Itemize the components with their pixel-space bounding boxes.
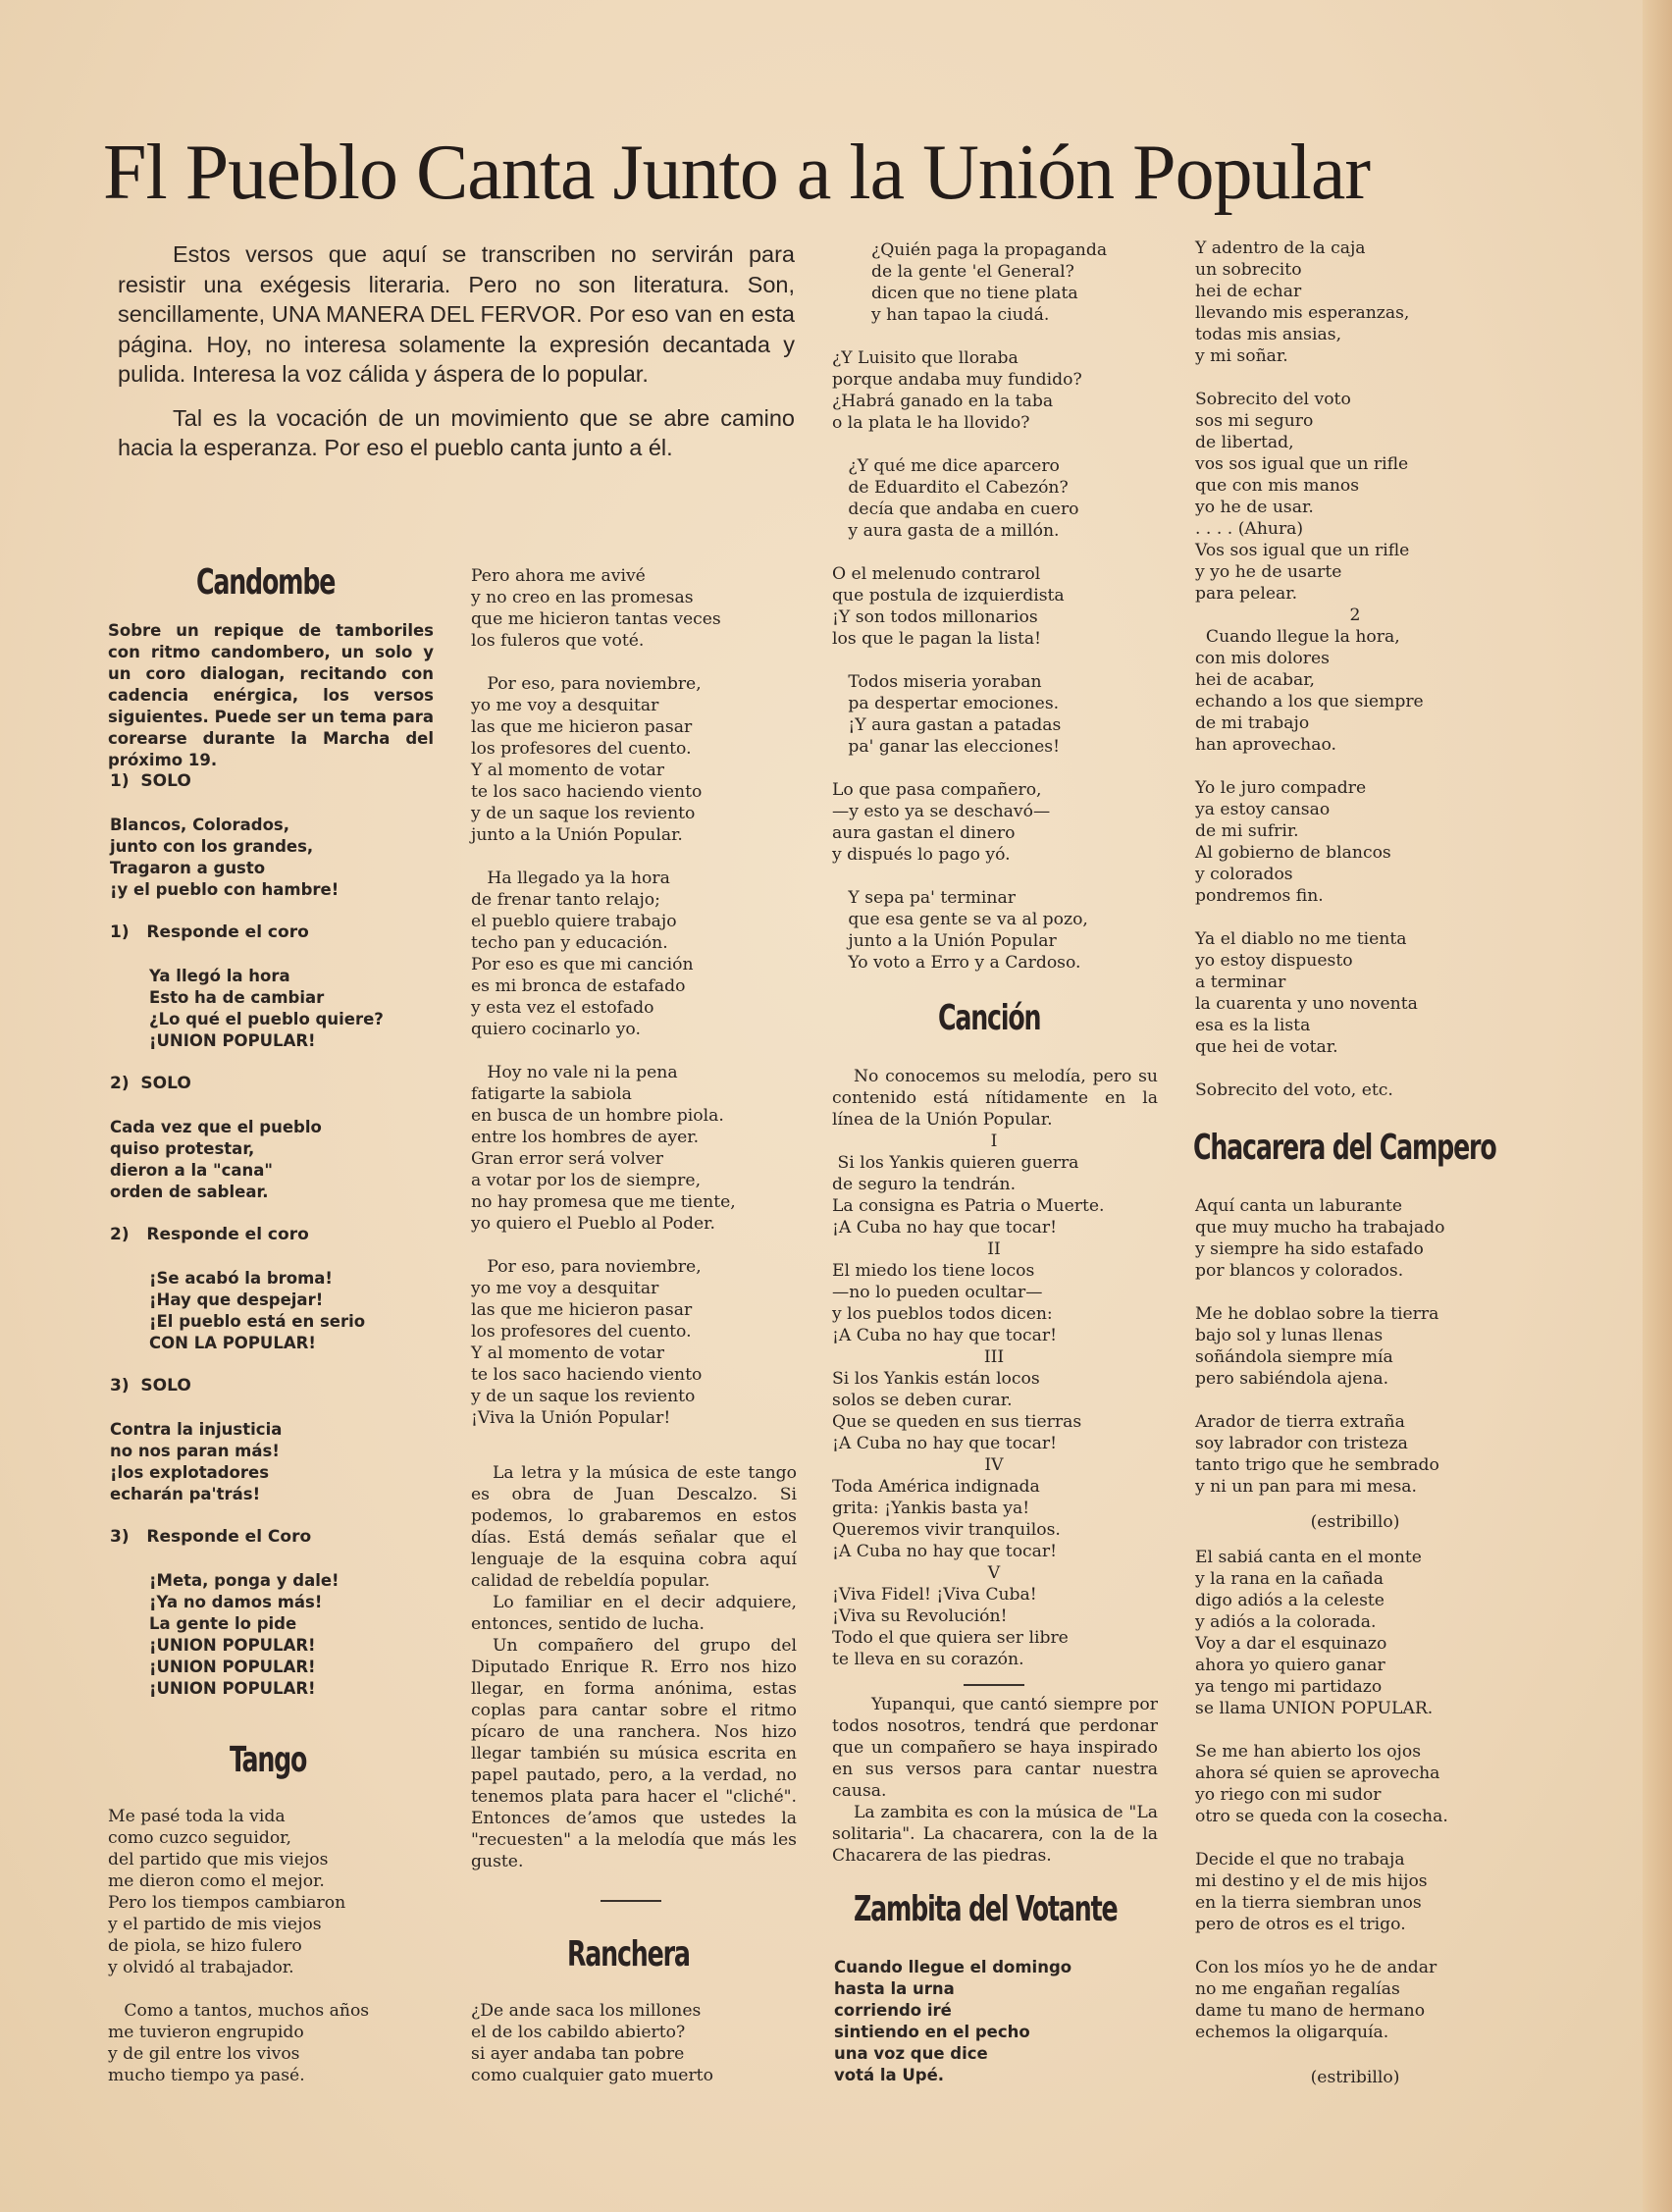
ranchera-verse-8: Y sepa pa' terminar que esa gente se va al pozo, junto a la Unión Popular Yo voto a Erro y a Cardoso. [848, 888, 1088, 973]
tango-note-2: Lo familiar en el decir adquiere, entonces, sentido de lucha. [471, 1593, 797, 1634]
chacarera-verse-1: Aquí canta un laburante que muy mucho ha trabajado y siempre ha sido estafado por blancos y colorados. [1195, 1196, 1445, 1281]
intro-paragraph-2: Tal es la vocación de un movimiento que se abre camino hacia la esperanza. Por eso el pueblo canta junto a él. [118, 404, 795, 460]
ranchera-verse-7: Lo que pasa compañero, —y esto ya se deschavó— aura gastan el dinero y dispués lo pago yó. [832, 780, 1051, 865]
tango-verse-7: Por eso, para noviembre, yo me voy a desquitar las que me hicieron pasar los profesores del cuento. Y al momento de votar te los saco haciendo viento y de un saque los reviento ¡Viva la Unión Popular! [471, 1257, 703, 1428]
coro-3-verse: ¡Meta, ponga y dale! ¡Ya no damos más! La gente lo pide ¡UNION POPULAR! ¡UNION POPULAR! ¡UNION POPULAR! [149, 1571, 340, 1698]
zambita-verse-4: Cuando llegue la hora, con mis dolores hei de acabar, echando a los que siempre de mi trabajo han aprovechao. [1195, 627, 1424, 755]
separator-rule-2 [964, 1684, 1024, 1686]
intro-text [118, 239, 795, 477]
solo-1-verse: Blancos, Colorados, junto con los grandes, Tragaron a gusto ¡y el pueblo con hambre! [110, 816, 340, 899]
solo-2-label: 2) SOLO [110, 1074, 191, 1093]
estribillo-1: (estribillo) [1310, 1512, 1400, 1532]
solo-1-label: 1) SOLO [110, 771, 191, 791]
candombe-heading: Candombe [196, 562, 336, 603]
chacarera-verse-3: Arador de tierra extraña soy labrador con tristeza tanto trigo que he sembrado y ni un pan para mi mesa. [1195, 1412, 1439, 1497]
tango-note: La letra y la música de este tango es obra de Juan Descalzo. Si podemos, lo grabaremos en estos días. Está demás señalar que el lenguaje de la esquina cobra aquí calidad de rebeldía popular. [471, 1463, 797, 1591]
music-note: La zambita es con la música de "La solitaria". La chacarera, con la de la Chacarera de las piedras. [832, 1803, 1158, 1866]
coro-2-label: 2) Responde el coro [110, 1225, 309, 1244]
chacarera-heading: Chacarera del Campero [1193, 1128, 1496, 1168]
solo-3-verse: Contra la injusticia no nos paran más! ¡los explotadores echarán pa'trás! [110, 1420, 283, 1503]
chacarera-verse-5: Se me han abierto los ojos ahora sé quien se aprovecha yo riego con mi sudor otro se queda con la cosecha. [1195, 1742, 1448, 1826]
zambita-verse-1: Cuando llegue el domingo hasta la urna corriendo iré sintiendo en el pecho una voz que dice votá la Upé. [834, 1958, 1072, 2084]
cancion-intro: No conocemos su melodía, pero su contenido está nítidamente en la línea de la Unión Popular. [832, 1067, 1158, 1130]
coro-3-label: 3) Responde el Coro [110, 1527, 312, 1547]
zambita-verse-2: Y adentro de la caja un sobrecito hei de echar llevando mis esperanzas, todas mis ansias, y mi soñar. [1195, 238, 1410, 366]
cancion-verse-3: Si los Yankis están locos solos se deben curar. Que se queden en sus tierras ¡A Cuba no hay que tocar! [832, 1369, 1082, 1453]
yupanqui-note: Yupanqui, que cantó siempre por todos nosotros, tendrá que perdonar que un compañero se haya inspirado en sus versos para cantar nuestra causa. [832, 1695, 1158, 1801]
cancion-heading: Canción [938, 998, 1041, 1038]
cancion-verse-1: Si los Yankis quieren guerra de seguro la tendrán. La consigna es Patria o Muerte. ¡A Cuba no hay que tocar! [832, 1153, 1105, 1238]
tango-heading: Tango [230, 1740, 307, 1780]
solo-3-label: 3) SOLO [110, 1376, 191, 1396]
tango-verse-2: Como a tantos, muchos años me tuvieron engrupido y de gil entre los vivos mucho tiempo ya pasé. [108, 2001, 370, 2085]
zambita-number-2: 2 [1349, 606, 1361, 625]
ranchera-verse-4: ¿Y qué me dice aparcero de Eduardito el Cabezón? decía que andaba en cuero y aura gasta de a millón. [848, 456, 1079, 541]
solo-2-verse: Cada vez que el pueblo quiso protestar, dieron a la "cana" orden de sablear. [110, 1118, 322, 1201]
cancion-verse-4: Toda América indignada grita: ¡Yankis basta ya! Queremos vivir tranquilos. ¡A Cuba no hay que tocar! [832, 1477, 1061, 1561]
tango-verse-4: Por eso, para noviembre, yo me voy a desquitar las que me hicieron pasar los profesores del cuento. Y al momento de votar te los saco haciendo viento y de un saque los reviento junto a la Unión Popular. [471, 674, 703, 845]
cancion-number-4: IV [984, 1455, 1004, 1475]
coro-1-label: 1) Responde el coro [110, 922, 309, 942]
ranchera-verse-1: ¿De ande saca los millones el de los cabildo abierto? si ayer andaba tan pobre como cualquier gato muerto [471, 2001, 713, 2085]
chacarera-verse-7: Con los míos yo he de andar no me engañan regalías dame tu mano de hermano echemos la oligarquía. [1195, 1958, 1437, 2042]
ranchera-verse-5: O el melenudo contrarol que postula de izquierdista ¡Y son todos millonarios los que le pagan la lista! [832, 564, 1065, 649]
zambita-verse-3: Sobrecito del voto sos mi seguro de libertad, vos sos igual que un rifle que con mis manos yo he de usar. . . . . (Ahura) Vos sos igual que un rifle y yo he de usarte para pelear. [1195, 390, 1410, 604]
zambita-heading: Zambita del Votante [854, 1889, 1118, 1929]
ranchera-heading: Ranchera [567, 1934, 690, 1975]
cancion-number-5: V [987, 1563, 1001, 1583]
cancion-verse-5: ¡Viva Fidel! ¡Viva Cuba! ¡Viva su Revolución! Todo el que quiera ser libre te lleva en su corazón. [832, 1585, 1069, 1669]
estribillo-2: (estribillo) [1310, 2068, 1400, 2087]
coro-1-verse: Ya llegó la hora Esto ha de cambiar ¿Lo qué el pueblo quiere? ¡UNION POPULAR! [149, 967, 384, 1050]
chacarera-verse-4: El sabiá canta en el monte y la rana en la cañada digo adiós a la celeste y adiós a la colorada. Voy a dar el esquinazo ahora yo quiero ganar ya tengo mi partidazo se llama UNION POPULAR. [1195, 1548, 1434, 1718]
zambita-refrain: Sobrecito del voto, etc. [1195, 1080, 1393, 1100]
cancion-number-3: III [983, 1347, 1005, 1367]
coro-2-verse: ¡Se acabó la broma! ¡Hay que despejar! ¡El pueblo está en serio CON LA POPULAR! [149, 1269, 366, 1352]
page-edge [1643, 0, 1672, 2212]
cancion-number-2: II [987, 1239, 1001, 1259]
tango-verse-6: Hoy no vale ni la pena fatigarte la sabiola en busca de un hombre piola. entre los hombres de ayer. Gran error será volver a votar por los de siempre, no hay promesa que me tiente, yo quiero el Pueblo al Poder. [471, 1063, 736, 1234]
cancion-number-1: I [990, 1132, 998, 1151]
ranchera-verse-2: ¿Quién paga la propaganda de la gente 'el General? dicen que no tiene plata y han tapao la ciudá. [871, 240, 1108, 325]
page-title: Fl Pueblo Canta Junto a la Unión Popular [103, 130, 1371, 216]
tango-verse-1: Me pasé toda la vida como cuzco seguidor, del partido que mis viejos me dieron como el mejor. Pero los tiempos cambiaron y el partido de mis viejos de piola, se hizo fulero y olvidó al trabajador. [108, 1807, 346, 1977]
tango-verse-3: Pero ahora me avivé y no creo en las promesas que me hicieron tantas veces los fuleros que voté. [471, 566, 721, 651]
zambita-verse-5: Yo le juro compadre ya estoy cansao de mi sufrir. Al gobierno de blancos y colorados pondremos fin. [1195, 778, 1391, 906]
separator-rule [601, 1900, 661, 1902]
ranchera-verse-3: ¿Y Luisito que lloraba porque andaba muy fundido? ¿Habrá ganado en la taba o la plata le ha llovido? [832, 348, 1082, 433]
zambita-verse-6: Ya el diablo no me tienta yo estoy dispuesto a terminar la cuarenta y uno noventa esa es la lista que hei de votar. [1195, 929, 1418, 1057]
tango-verse-5: Ha llegado ya la hora de frenar tanto relajo; el pueblo quiere trabajo techo pan y educación. Por eso es que mi canción es mi bronca de estafado y esta vez el estofado quiero cocinarlo yo. [471, 869, 694, 1039]
ranchera-note: Un compañero del grupo del Diputado Enrique R. Erro nos hizo llegar, en forma anónima, estas coplas para cantar sobre el ritmo pícaro de una ranchera. Nos hizo llegar también su música escrita en papel pautado, pero, a la verdad, no tenemos plata para hacer el "cliché". Entonces deʼamos que ustedes la "recuesten" a la melodía que más les guste. [471, 1636, 797, 1871]
chacarera-verse-6: Decide el que no trabaja mi destino y el de mis hijos en la tierra siembran unos pero de otros es el trigo. [1195, 1850, 1428, 1934]
chacarera-verse-2: Me he doblao sobre la tierra bajo sol y lunas llenas soñándola siempre mía pero sabiéndola ajena. [1195, 1304, 1439, 1389]
intro-paragraph-1: Estos versos que aquí se transcriben no servirán para resistir una exégesis literaria. Pero no son literatura. Son, sencillamente, UNA MANERA DEL FERVOR. Por eso van en esta página. Hoy, no interesa solamente la expresión decantada y pulida. Interesa la voz cálida y áspera de lo popular. [118, 241, 795, 387]
cancion-verse-2: El miedo los tiene locos —no lo pueden ocultar— y los pueblos todos dicen: ¡A Cuba no hay que tocar! [832, 1261, 1058, 1345]
ranchera-verse-6: Todos miseria yoraban pa despertar emociones. ¡Y aura gastan a patadas pa' ganar las elecciones! [848, 672, 1062, 757]
candombe-intro: Sobre un repique de tamboriles con ritmo candombero, un solo y un coro dialogan, recitando con cadencia enérgica, los versos siguientes. Puede ser un tema para corearse durante la Marcha del próximo 19. [108, 621, 434, 769]
